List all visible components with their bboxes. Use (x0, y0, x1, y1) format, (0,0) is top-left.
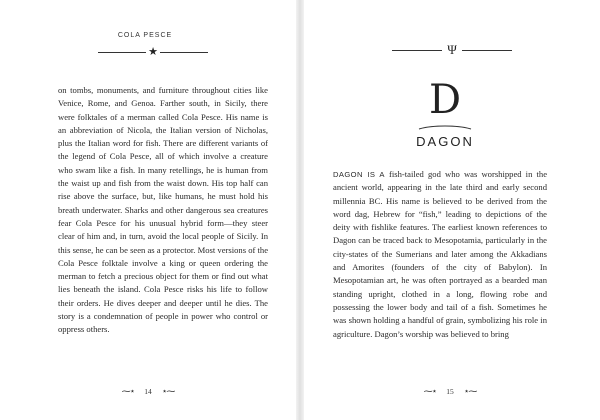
body-paragraph: on tombs, monuments, and furniture throughout cities like Venice, Rome, and Genoa. Farther south, in Sicily, there were folktales of a merman called Cola Pesce. His name is an abbreviation of Nicola, the Italian version of Nicholas, plus the Italian word for fish. There are different variants of the legend of Cola Pesce, all of which involve a creature who swam like a fish. In many retellings, he is human from the waist up and fish from the waist down. His top half can rise above the surface, but, like humans, he must hold his breath underwater. Sharks and other dangerous sea creatures fear Cola Pesce for his unusual hybrid form—they steer clear of him and, in turn, avoid the local people of Sicily. In this sense, he can be seen as a protector. Most versions of the Cola Pesce folktale involve a king or queen ordering the merman to fetch a precious object for them or find out what lies beneath the island. Cola Pesce risks his life to follow their orders. He dives deeper and deeper until he dies. The story is a condemnation of people in power who control or oppress others. (58, 85, 269, 335)
section-letter: D (428, 77, 462, 123)
page-footer (390, 384, 510, 398)
running-head: COLA PESCE (117, 32, 173, 39)
rule-line (160, 52, 208, 53)
flourish-icon: ⁓⋆ (121, 385, 135, 396)
flourish-icon: ⁓⋆ (423, 385, 437, 396)
swash-ornament (418, 124, 472, 132)
flourish-icon: ⋆⁓ (463, 385, 477, 396)
flourish-icon: ⋆⁓ (161, 385, 175, 396)
lead-in: DAGON IS A (333, 170, 385, 179)
body-paragraph (333, 168, 547, 341)
page-footer (88, 384, 208, 398)
trident-icon: Ψ (447, 42, 457, 57)
header-ornament (98, 48, 208, 58)
header-ornament (392, 44, 512, 58)
page-number: 14 (144, 386, 152, 396)
rule-line (392, 50, 442, 51)
paragraph-text: fish-tailed god who was worshipped in the ancient world, appearing in the late third and early second millennia BC. His name is believed to be derived from the word dag, Hebrew for “fish,” leading to depictions of the deity with fishlike features. The earliest known references to Dagon can be traced back to Mesopotamia, particularly in the city-states of the Sumerians and later among the Akkadians and Amorites (founders of the city of Babylon). In Mesopotamian art, he was often portrayed as a bearded man standing upright, clothed in a long, flowing robe and possessing the lower body and tail of a fish. Sometimes he was shown holding a handful of grain, symbolizing his role in agriculture. Dagon’s worship was believed to bring (333, 169, 548, 339)
page-number: 15 (446, 386, 454, 396)
star-icon: ★ (148, 46, 158, 58)
rule-line (462, 50, 512, 51)
entry-title: DAGON (416, 134, 474, 149)
rule-line (98, 52, 146, 53)
right-page (300, 0, 600, 420)
